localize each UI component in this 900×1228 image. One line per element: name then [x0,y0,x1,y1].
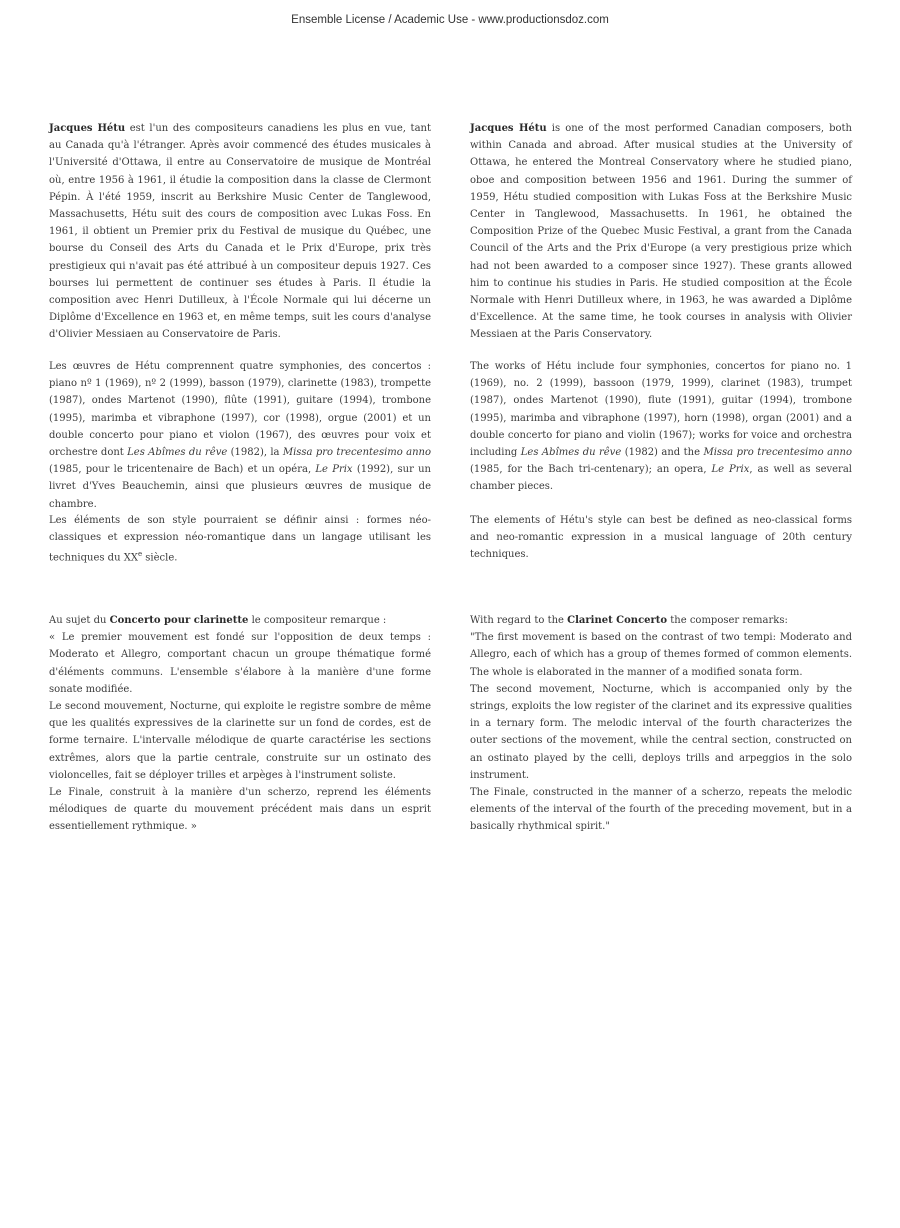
page-header: Ensemble License / Academic Use - www.productionsdoz.com [291,14,609,26]
en-works-paragraph [470,358,852,496]
fr-concerto-section [49,612,431,836]
fr-bio-paragraph [49,120,431,344]
en-works-text-2: (1982) and the [621,447,704,459]
fr-concerto-para-1: « Le premier mouvement est fondé sur l'opposition de deux temps : Moderato et Allegro, comportant chacun un groupe thématique formé d'éléments communs. L'ensemble s'élabore à la manière d'une forme sonate modifiée. [49,632,431,695]
fr-bio-text: est l'un des compositeurs canadiens les plus en vue, tant au Canada qu'à l'étranger. Après avoir commencé des études musicales à l'Université d'Ottawa, il entre au Conservatoire de musique de Montréal où, entre 1956 à 1961, il étudie la composition dans la classe de Clermont Pépin. À l'été 1959, inscrit au Berkshire Music Center de Tanglewood, Massachusetts, Hétu suit des cours de composition avec Lukas Foss. En 1961, il obtient un Premier prix du Festival de musique du Québec, une bourse du Conseil des Arts du Canada et le Prix d'Europe, prix très prestigieux qui n'avait pas été attribué à un compositeur depuis 1927. Ces bourses lui permettent de continuer ses études à Paris. Il étudie la composition avec Henri Dutilleux, à l'École Normale qui lui décerne un Diplôme d'Excellence en 1963 et, en même temps, suit les cours d'analyse d'Olivier Messiaen au Conservatoire de Paris. [49,123,431,341]
fr-works-title-abimes: Les Abîmes du rêve [127,447,228,459]
fr-style-paragraph [49,512,431,567]
en-works-text-1: The works of Hétu include four symphonies, concertos for piano no. 1 (1969), no. 2 (1999), bassoon (1979, 1999), clarinet (1983), trumpet (1987), ondes Martenot (1990), flute (1991), guitar (1994), trombone (1995), marimba and vibraphone (1997), horn (1998), organ (2001) and a double concerto for piano and violin (1967); works for voice and orchestra including [470,361,852,459]
en-style-text: The elements of Hétu's style can best be defined as neo-classical forms and neo-romantic expression in a musical language of 20th century techniques. [470,515,852,561]
fr-works-text-2: (1982), la [227,447,283,459]
en-concerto-section [470,612,852,836]
en-concerto-intro-c: the composer remarks: [667,615,788,626]
fr-works-text-3: (1985, pour le tricentenaire de Bach) et un opéra, [49,464,316,476]
fr-works-text-1: Les œuvres de Hétu comprennent quatre symphonies, des concertos : piano nº 1 (1969), nº 2 (1999), basson (1979), clarinette (1983), trompette (1987), ondes Martenot (1990), flûte (1991), guitare (1994), trombone (1995), marimba et vibraphone (1997), cor (1998), orgue (2001) et un double concerto pour piano et violon (1967), des œuvres pour voix et orchestre dont [49,361,431,459]
en-composer-name: Jacques Hétu [470,123,547,134]
en-style-paragraph [470,512,852,564]
en-concerto-intro [470,612,852,629]
en-works-text-3: (1985, for the Bach tri-centenary); an opera, [470,464,712,476]
fr-concerto-intro-a: Au sujet du [49,615,110,626]
fr-style-superscript: e [137,550,143,559]
fr-concerto-title: Concerto pour clarinette [109,615,249,626]
fr-works-text-4: (1992), sur un livret d'Yves Beauchemin, ainsi que plusieurs œuvres de musique de chambre. [49,464,431,510]
fr-works-title-missa: Missa pro trecentesimo anno [282,447,431,459]
en-works-title-abimes: Les Abîmes du rêve [520,447,622,459]
en-concerto-para-3: The Finale, constructed in the manner of a scherzo, repeats the melodic elements of the interval of the fourth of the preceding movement, but in a basically rhythmical spirit." [470,787,852,833]
en-works-title-missa: Missa pro trecentesimo anno [703,447,852,459]
en-works-title-prix: Le Prix [711,464,750,476]
fr-concerto-intro-c: le compositeur remarque : [248,615,387,626]
en-concerto-title: Clarinet Concerto [567,615,668,626]
en-bio-paragraph [470,120,852,344]
fr-concerto-intro [49,612,431,629]
fr-works-paragraph [49,358,431,513]
en-works-text-4: , as well as several chamber pieces. [470,464,852,493]
fr-works-title-prix: Le Prix [315,464,353,476]
fr-concerto-para-2: Le second mouvement, Nocturne, qui exploite le registre sombre de même que les qualités expressives de la clarinette sur un fond de cordes, est de forme ternaire. L'intervalle mélodique de quarte caractérise les sections extrêmes, alors que la partie centrale, construite sur un ostinato des violoncelles, fait se déployer trilles et arpèges à l'instrument soliste. [49,701,431,781]
en-concerto-para-1: "The first movement is based on the contrast of two tempi: Moderato and Allegro, each of which has a group of themes formed of common elements. The whole is elaborated in the manner of a modified sonata form. [470,632,852,678]
fr-style-text-1: Les éléments de son style pourraient se définir ainsi : formes néo-classiques et expression néo-romantique dans un langage utilisant les techniques du XX [49,515,431,564]
fr-composer-name: Jacques Hétu [49,123,126,134]
en-bio-text: is one of the most performed Canadian composers, both within Canada and abroad. After musical studies at the University of Ottawa, he entered the Montreal Conservatory where he studied piano, oboe and composition between 1956 and 1961. During the summer of 1959, Hétu studied composition with Lukas Foss at the Berkshire Music Center in Tanglewood, Massachusetts. In 1961, he obtained the Composition Prize of the Quebec Music Festival, a grant from the Canada Council of the Arts and the Prix d'Europe (a very prestigious prize which had not been awarded to a composer since 1927). These grants allowed him to continue his studies in Paris. He studied composition at the École Normale with Henri Dutilleux where, in 1963, he was awarded a Diplôme d'Excellence. At the same time, he took courses in analysis with Olivier Messiaen at the Paris Conservatory. [470,123,852,341]
en-concerto-intro-a: With regard to the [470,615,568,626]
fr-style-text-2: siècle. [142,552,178,564]
fr-concerto-para-3: Le Finale, construit à la manière d'un scherzo, reprend les éléments mélodiques de quarte du mouvement précédent mais dans un esprit essentiellement rythmique. » [49,787,431,833]
en-concerto-para-2: The second movement, Nocturne, which is accompanied only by the strings, exploits the low register of the clarinet and its expressive qualities in a ternary form. The melodic interval of the fourth characterizes the outer sections of the movement, while the central section, constructed on an ostinato played by the celli, deploys trills and arpeggios in the solo instrument. [470,683,852,781]
